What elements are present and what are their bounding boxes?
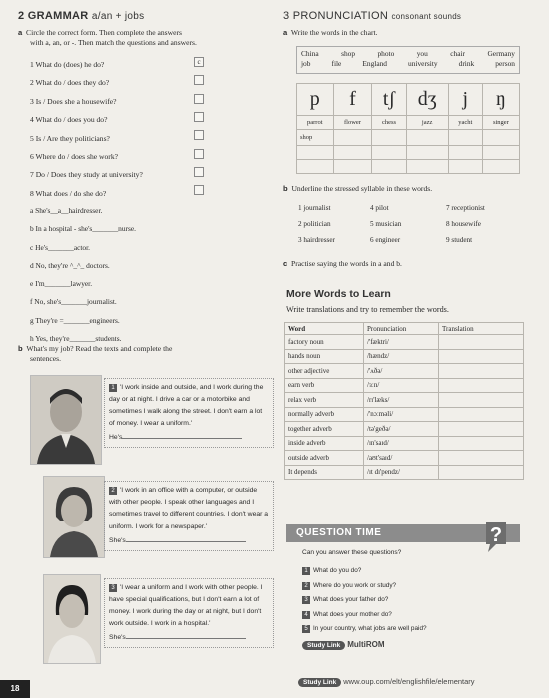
- pronunciation-c-instruction: c Practise saying the words in a and b.: [283, 259, 402, 268]
- table-row: relax verb /rɪ'læks/: [285, 393, 524, 408]
- answer-box[interactable]: [194, 167, 204, 177]
- table-row: hands noun /hændz/: [285, 349, 524, 364]
- page-number: 18: [0, 680, 30, 698]
- word-row: job file England university drink person: [301, 59, 515, 68]
- column-header: Translation: [439, 323, 524, 335]
- photo-woman-journalist: [43, 476, 105, 558]
- answer-item: d No, they're ^_^_ doctors.: [30, 260, 110, 270]
- grammar-a-instruction: a Circle the correct form. Then complete the answers: [18, 28, 182, 37]
- sound-symbol: tʃ: [372, 84, 406, 116]
- table-row: inside adverb /ɪn'saɪd/: [285, 436, 524, 451]
- chart-cell[interactable]: [333, 130, 372, 146]
- table-row: other adjective /'ʌðə/: [285, 364, 524, 379]
- chart-cell[interactable]: [448, 130, 482, 146]
- sound-symbol: ŋ: [482, 84, 519, 116]
- question-mark-icon: [480, 520, 508, 554]
- answer-box[interactable]: [194, 112, 204, 122]
- answer-box[interactable]: [194, 94, 204, 104]
- card-number: 3: [109, 584, 117, 592]
- column-header: Pronunciation: [364, 323, 439, 335]
- footer-url: www.oup.com/elt/englishfile/elementary: [343, 677, 475, 686]
- answer-item: f No, she's_______journalist.: [30, 297, 117, 307]
- question-item: 3 What does your father do?: [302, 593, 427, 608]
- question-item: 2 What do / does they do?: [30, 78, 110, 88]
- sound-symbol: p: [297, 84, 334, 116]
- chart-cell[interactable]: [372, 130, 406, 146]
- sound-symbol: f: [333, 84, 372, 116]
- svg-text:?: ?: [489, 524, 503, 546]
- grammar-a-instruction-2: with a, an, or -. Then match the questions and answers.: [30, 38, 197, 47]
- card-number: 2: [109, 487, 117, 495]
- answer-box[interactable]: [194, 75, 204, 85]
- table-row: factory noun /'fæktri/: [285, 335, 524, 350]
- table-row: outside adverb /aʊt'saɪd/: [285, 451, 524, 466]
- grammar-question-list: [30, 56, 143, 203]
- card-answer-label: She's: [109, 537, 126, 544]
- sound-symbol: j: [448, 84, 482, 116]
- table-row: earn verb /ɜːn/: [285, 378, 524, 393]
- stress-word-list: 1 journalist 4 pilot 7 receptionist 2 politician 5 musician 8 housewife 3 hairdresser 6 engineer 9 student: [298, 204, 485, 244]
- pronunciation-b-instruction: b Underline the stressed syllable in these words.: [283, 184, 433, 193]
- sound-symbol: dʒ: [406, 84, 448, 116]
- card-answer-label: He's: [109, 434, 123, 441]
- grammar-heading: 2 GRAMMAR a/an + jobs: [18, 10, 145, 22]
- question-item: 4 What do / does you do?: [30, 115, 108, 125]
- question-list: [302, 564, 427, 637]
- photo-policeman: [30, 375, 102, 465]
- card-answer-label: She's: [109, 634, 126, 641]
- more-words-instruction: Write translations and try to remember the words.: [286, 305, 449, 314]
- more-words-heading: More Words to Learn: [286, 288, 391, 300]
- answer-item: b In a hospital - she's_______nurse.: [30, 224, 137, 234]
- text-card: 1 'I work inside and outside, and I work during the day or at night. I drive a car or a motorbike and sometimes I walk along the street. I don't earn a lot of money. I wear a uniform.' He's: [104, 378, 274, 448]
- card-number: 1: [109, 384, 117, 392]
- chart-example: shop: [300, 134, 313, 141]
- answer-item: a She's__a__hairdresser.: [30, 206, 103, 215]
- pronunciation-heading: 3 PRONUNCIATION consonant sounds: [283, 10, 462, 22]
- grammar-b-instruction-2: sentences.: [30, 354, 61, 363]
- sound-word: parrot: [297, 116, 334, 130]
- answer-box[interactable]: [194, 185, 204, 195]
- grammar-b-instruction: b What's my job? Read the texts and complete the: [18, 344, 173, 353]
- sound-chart: [296, 83, 520, 174]
- question-item: 4 What does your mother do?: [302, 608, 427, 623]
- sound-word: jazz: [406, 116, 448, 130]
- text-card: 3 'I wear a uniform and I work with other people. I have special qualifications, but I don't earn a lot of money. I work during the day or at night, but I don't work outside. I work in a hospital.' She's: [104, 578, 274, 648]
- text-card: 2 'I work in an office with a computer, or outside with other people. I speak other languages and I sometimes travel to different countries. I don't wear a uniform. I work for a newspaper.' She's: [104, 481, 274, 551]
- study-link-multirom: Study Link MultiROM: [302, 640, 385, 650]
- chart-cell[interactable]: [406, 130, 448, 146]
- question-item: 2 Where do you work or study?: [302, 579, 427, 594]
- sound-word: singer: [482, 116, 519, 130]
- question-item: 5 In your country, what jobs are well paid?: [302, 622, 427, 637]
- table-row: normally adverb /'nɔːməli/: [285, 407, 524, 422]
- word-box: [296, 46, 520, 74]
- vocabulary-table: [284, 322, 524, 480]
- column-header: Word: [285, 323, 364, 335]
- table-row: together adverb /tə'geðə/: [285, 422, 524, 437]
- chart-cell[interactable]: [482, 130, 519, 146]
- question-time-banner: QUESTION TIME: [286, 524, 520, 542]
- grammar-answer-list: [30, 202, 136, 348]
- answer-box[interactable]: [194, 149, 204, 159]
- answer-item: g They're =_______engineers.: [30, 315, 120, 325]
- photo-nurse: [43, 574, 101, 664]
- question-item: 7 Do / Does they study at university?: [30, 170, 143, 180]
- question-item: 8 What does / do she do?: [30, 188, 107, 198]
- question-item: 6 Where do / does she work?: [30, 152, 119, 162]
- footer-study-link[interactable]: Study Link www.oup.com/elt/englishfile/elementary: [298, 677, 475, 687]
- sound-word: flower: [333, 116, 372, 130]
- chart-cell[interactable]: [297, 130, 334, 146]
- answer-box[interactable]: c: [194, 57, 204, 67]
- question-item: 1 What do you do?: [302, 564, 427, 579]
- word-row: China shop photo you chair Germany: [301, 49, 515, 58]
- answer-item: e I'm_______lawyer.: [30, 279, 93, 289]
- question-item: 1 What do (does) he do?: [30, 60, 105, 69]
- answer-item: c He's_______actor.: [30, 242, 91, 252]
- sound-word: yacht: [448, 116, 482, 130]
- question-time-prompt: Can you answer these questions?: [302, 549, 402, 556]
- question-item: 5 Is / Are they politicians?: [30, 133, 110, 143]
- question-item: 3 Is / Does she a housewife?: [30, 96, 117, 106]
- sound-word: chess: [372, 116, 406, 130]
- table-row: It depends /ɪt dɪ'pendz/: [285, 465, 524, 480]
- answer-box[interactable]: [194, 130, 204, 140]
- answer-item: h Yes, they're_______students.: [30, 334, 122, 344]
- pronunciation-a-instruction: a Write the words in the chart.: [283, 28, 378, 37]
